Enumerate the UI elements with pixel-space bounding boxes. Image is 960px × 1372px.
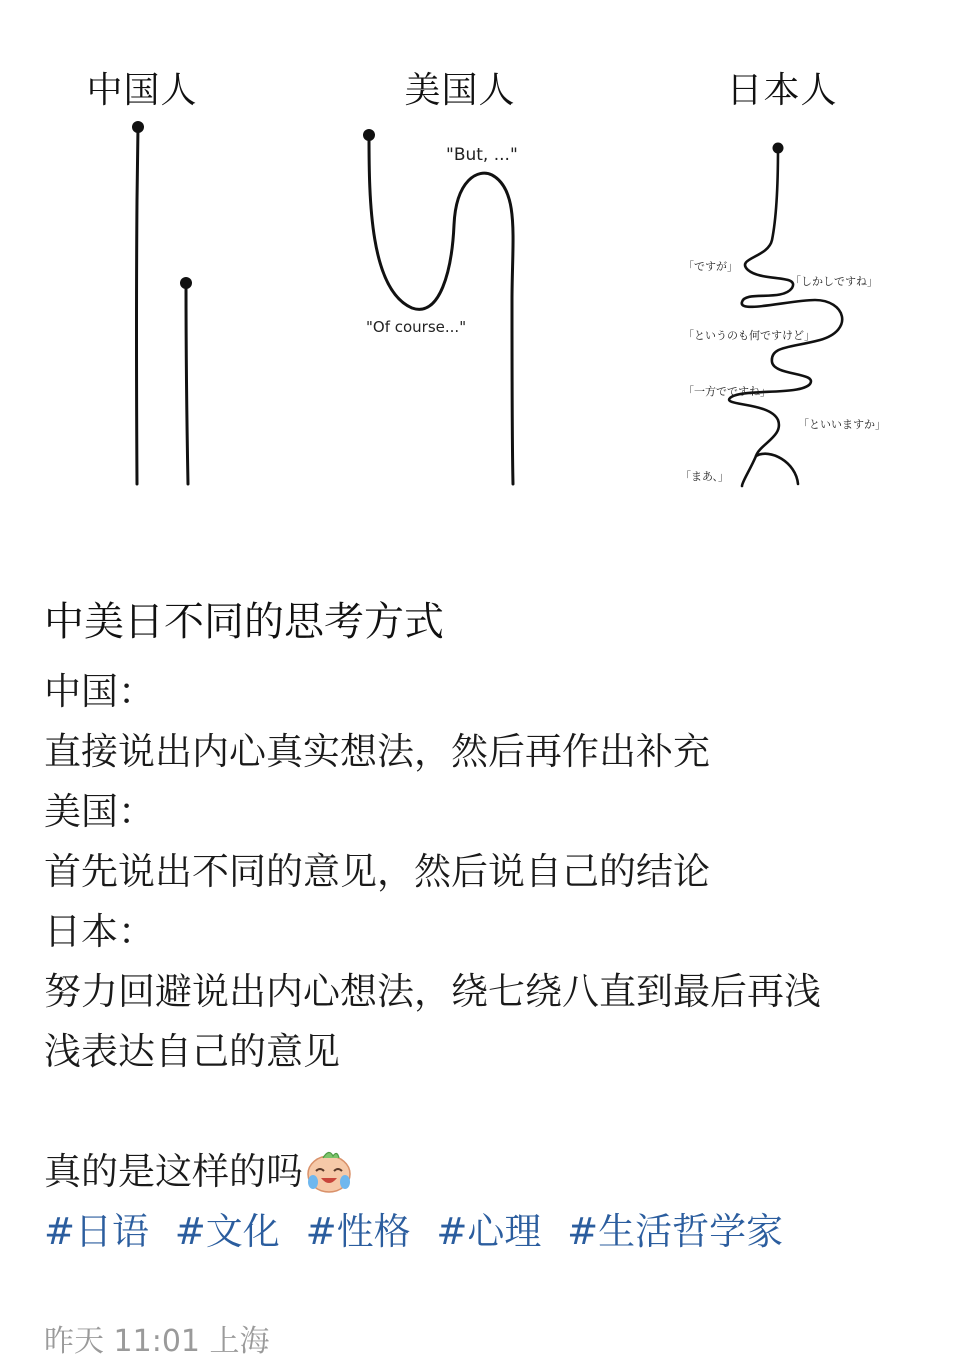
japanese-phrase-5: 「といいますか」: [798, 418, 886, 431]
american-quote-but: "But, ...": [446, 145, 518, 165]
post-line-china-label: 中国：: [44, 670, 155, 713]
post-question: [44, 1142, 924, 1202]
hashtag-life-philosopher[interactable]: #生活哲学家: [567, 1210, 784, 1253]
japanese-column-title: 日本人: [726, 70, 838, 111]
chinese-thinking-lines: [137, 127, 189, 484]
japanese-phrase-4: 「一方でですね」: [683, 385, 771, 398]
american-thinking-line: [369, 135, 513, 484]
hashtag-list: [44, 1202, 924, 1262]
american-column-title: 美国人: [404, 70, 516, 111]
post-body: [44, 592, 924, 1262]
post-question-text: 真的是这样的吗: [44, 1150, 303, 1193]
hashtag-japanese-language[interactable]: #日语: [44, 1210, 150, 1253]
post-timestamp-location: 昨天 11:01 上海: [44, 1324, 270, 1359]
japanese-phrase-1: 「ですが」: [683, 260, 738, 273]
american-quote-of-course: "Of course...": [366, 318, 467, 336]
hashtag-culture[interactable]: #文化: [174, 1210, 280, 1253]
chinese-column-title: 中国人: [86, 70, 198, 111]
thinking-style-illustration[interactable]: [0, 0, 960, 530]
post-line-china-desc: 直接说出内心真实想法，然后再作出补充: [44, 730, 710, 773]
crying-laughing-emoji-icon: [303, 1146, 355, 1194]
japanese-thinking-line: [729, 148, 842, 486]
japanese-phrase-6: 「まあ、」: [680, 470, 730, 483]
post-line-usa-desc: 首先说出不同的意见，然后说自己的结论: [44, 850, 710, 893]
post-line-usa-label: 美国：: [44, 790, 155, 833]
hashtag-psychology[interactable]: #心理: [436, 1210, 542, 1253]
post-line-japan-label: 日本：: [44, 910, 155, 953]
hashtag-personality[interactable]: #性格: [305, 1210, 411, 1253]
post-title: 中美日不同的思考方式: [44, 599, 444, 645]
post-line-japan-desc-2: 浅表达自己的意见: [44, 1030, 340, 1073]
japanese-phrase-2: 「しかしですね」: [790, 275, 878, 288]
japanese-phrase-3: 「というのも何ですけど」: [683, 329, 815, 342]
paragraph-gap: [44, 1082, 924, 1142]
post-line-japan-desc-1: 努力回避说出内心想法，绕七绕八直到最后再浅: [44, 970, 821, 1013]
